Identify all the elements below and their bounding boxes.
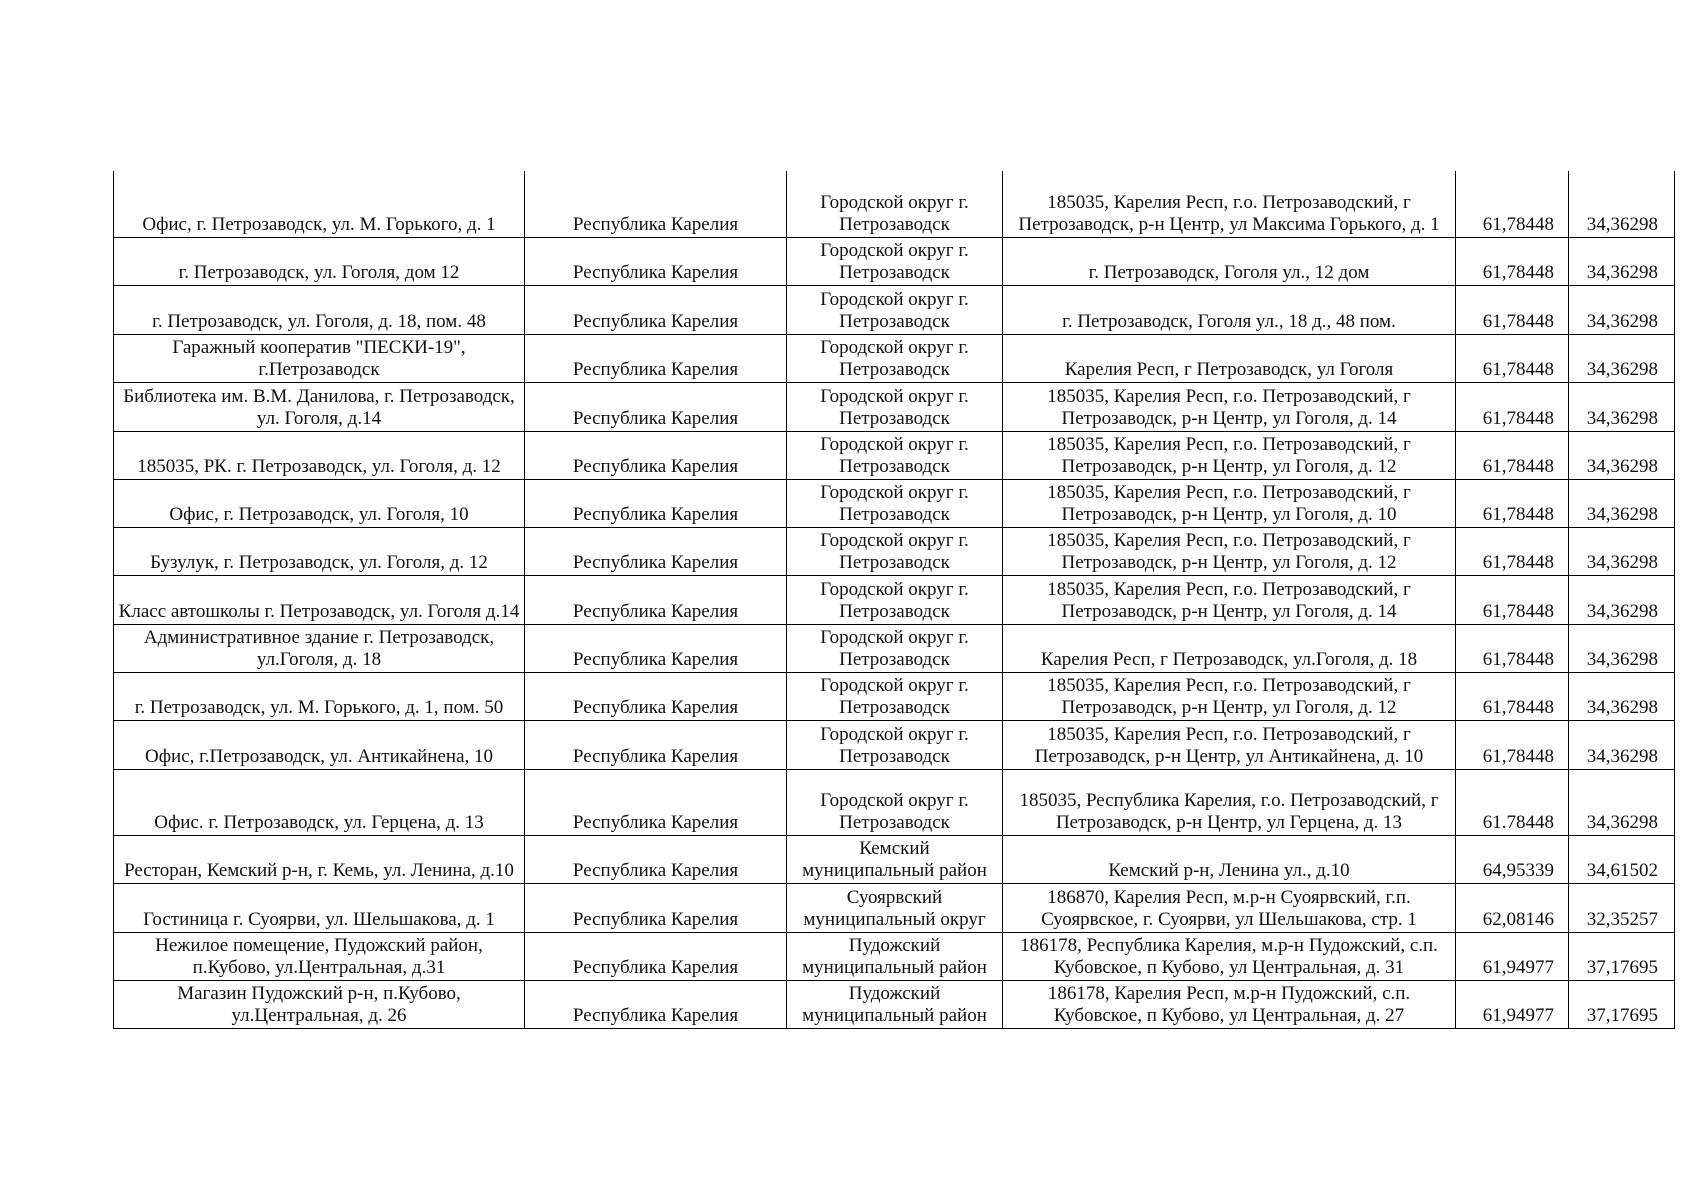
cell-longitude: 34,36298 [1569,334,1675,382]
cell-latitude: 61,78448 [1456,527,1569,575]
cell-name: г. Петрозаводск, ул. Гоголя, дом 12 [114,237,525,285]
cell-name: Бузулук, г. Петрозаводск, ул. Гоголя, д. 12 [114,527,525,575]
cell-latitude: 61,78448 [1456,575,1569,624]
cell-latitude: 64,95339 [1456,835,1569,883]
cell-latitude: 61,78448 [1456,672,1569,720]
cell-longitude: 34,36298 [1569,431,1675,479]
cell-municipality: Пудожский муниципальный район [787,980,1003,1028]
table-row [114,720,1675,769]
cell-latitude: 61,78448 [1456,720,1569,769]
cell-address: Карелия Респ, г Петрозаводск, ул.Гоголя, д. 18 [1003,624,1456,672]
cell-address: 185035, Карелия Респ, г.о. Петрозаводский, г Петрозаводск, р-н Центр, ул Гоголя, д. 12 [1003,527,1456,575]
cell-latitude: 61,94977 [1456,932,1569,980]
cell-longitude: 34,36298 [1569,237,1675,285]
table-row [114,527,1675,575]
cell-region: Республика Карелия [525,932,787,980]
cell-address: 186870, Карелия Респ, м.р-н Суоярвский, г.п. Суоярвское, г. Суоярви, ул Шельшакова, стр. 1 [1003,883,1456,932]
cell-latitude: 61,78448 [1456,479,1569,527]
cell-region: Республика Карелия [525,720,787,769]
table-row [114,334,1675,382]
cell-address: г. Петрозаводск, Гоголя ул., 12 дом [1003,237,1456,285]
table-row [114,479,1675,527]
cell-address: 185035, Карелия Респ, г.о. Петрозаводский, г Петрозаводск, р-н Центр, ул Гоголя, д. 10 [1003,479,1456,527]
cell-municipality: Пудожский муниципальный район [787,932,1003,980]
cell-name: г. Петрозаводск, ул. Гоголя, д. 18, пом. 48 [114,285,525,334]
cell-longitude: 34,36298 [1569,527,1675,575]
cell-name: Офис, г.Петрозаводск, ул. Антикайнена, 10 [114,720,525,769]
cell-region: Республика Карелия [525,237,787,285]
table-row [114,932,1675,980]
cell-municipality: Городской округ г. Петрозаводск [787,720,1003,769]
cell-name: 185035, РК. г. Петрозаводск, ул. Гоголя, д. 12 [114,431,525,479]
cell-name: Нежилое помещение, Пудожский район, п.Кубово, ул.Центральная, д.31 [114,932,525,980]
cell-name: Административное здание г. Петрозаводск, ул.Гоголя, д. 18 [114,624,525,672]
cell-region: Республика Карелия [525,171,787,237]
table-row [114,883,1675,932]
cell-municipality: Кемский муниципальный район [787,835,1003,883]
cell-name: Офис, г. Петрозаводск, ул. Гоголя, 10 [114,479,525,527]
cell-name: Библиотека им. В.М. Данилова, г. Петрозаводск, ул. Гоголя, д.14 [114,382,525,431]
cell-region: Республика Карелия [525,431,787,479]
cell-municipality: Городской округ г. Петрозаводск [787,672,1003,720]
cell-name: г. Петрозаводск, ул. М. Горького, д. 1, пом. 50 [114,672,525,720]
cell-longitude: 37,17695 [1569,932,1675,980]
cell-name: Магазин Пудожский р-н, п.Кубово, ул.Центральная, д. 26 [114,980,525,1028]
cell-region: Республика Карелия [525,883,787,932]
cell-name: Ресторан, Кемский р-н, г. Кемь, ул. Ленина, д.10 [114,835,525,883]
cell-address: 185035, Карелия Респ, г.о. Петрозаводский, г Петрозаводск, р-н Центр, ул Максима Горького, д. 1 [1003,171,1456,237]
cell-latitude: 61,78448 [1456,382,1569,431]
cell-latitude: 61,78448 [1456,237,1569,285]
cell-address: Кемский р-н, Ленина ул., д.10 [1003,835,1456,883]
cell-longitude: 34,36298 [1569,171,1675,237]
cell-region: Республика Карелия [525,479,787,527]
cell-municipality: Городской округ г. Петрозаводск [787,431,1003,479]
cell-address: 185035, Республика Карелия, г.о. Петрозаводский, г Петрозаводск, р-н Центр, ул Герцена, д. 13 [1003,769,1456,835]
cell-longitude: 34,36298 [1569,672,1675,720]
cell-municipality: Городской округ г. Петрозаводск [787,527,1003,575]
cell-latitude: 61,78448 [1456,334,1569,382]
table-row [114,835,1675,883]
cell-longitude: 32,35257 [1569,883,1675,932]
table-row [114,672,1675,720]
table-row [114,624,1675,672]
cell-municipality: Городской округ г. Петрозаводск [787,479,1003,527]
cell-name: Гаражный кооператив "ПЕСКИ-19", г.Петрозаводск [114,334,525,382]
cell-region: Республика Карелия [525,980,787,1028]
cell-region: Республика Карелия [525,624,787,672]
table-row [114,171,1675,237]
table-row [114,237,1675,285]
cell-name: Класс автошколы г. Петрозаводск, ул. Гоголя д.14 [114,575,525,624]
cell-municipality: Городской округ г. Петрозаводск [787,237,1003,285]
cell-region: Республика Карелия [525,527,787,575]
cell-region: Республика Карелия [525,769,787,835]
cell-longitude: 37,17695 [1569,980,1675,1028]
cell-region: Республика Карелия [525,334,787,382]
cell-address: 185035, Карелия Респ, г.о. Петрозаводский, г Петрозаводск, р-н Центр, ул Гоголя, д. 14 [1003,575,1456,624]
table-row [114,980,1675,1028]
cell-longitude: 34,36298 [1569,624,1675,672]
cell-address: г. Петрозаводск, Гоголя ул., 18 д., 48 пом. [1003,285,1456,334]
cell-longitude: 34,36298 [1569,575,1675,624]
cell-region: Республика Карелия [525,672,787,720]
cell-latitude: 61,78448 [1456,171,1569,237]
cell-address: 185035, Карелия Респ, г.о. Петрозаводский, г Петрозаводск, р-н Центр, ул Гоголя, д. 12 [1003,431,1456,479]
cell-region: Республика Карелия [525,575,787,624]
cell-name: Офис, г. Петрозаводск, ул. М. Горького, д. 1 [114,171,525,237]
cell-latitude: 61,78448 [1456,431,1569,479]
cell-municipality: Городской округ г. Петрозаводск [787,575,1003,624]
table-row [114,431,1675,479]
cell-latitude: 61,78448 [1456,624,1569,672]
cell-address: 185035, Карелия Респ, г.о. Петрозаводский, г Петрозаводск, р-н Центр, ул Гоголя, д. 12 [1003,672,1456,720]
data-table [113,171,1675,1029]
cell-address: 185035, Карелия Респ, г.о. Петрозаводский, г Петрозаводск, р-н Центр, ул Гоголя, д. 14 [1003,382,1456,431]
cell-region: Республика Карелия [525,285,787,334]
cell-municipality: Городской округ г. Петрозаводск [787,769,1003,835]
cell-latitude: 61,94977 [1456,980,1569,1028]
cell-longitude: 34,36298 [1569,769,1675,835]
cell-latitude: 61,78448 [1456,285,1569,334]
cell-address: 186178, Карелия Респ, м.р-н Пудожский, с.п. Кубовское, п Кубово, ул Центральная, д. 27 [1003,980,1456,1028]
cell-name: Гостиница г. Суоярви, ул. Шельшакова, д. 1 [114,883,525,932]
table-row [114,382,1675,431]
cell-longitude: 34,36298 [1569,720,1675,769]
cell-municipality: Городской округ г. Петрозаводск [787,171,1003,237]
cell-longitude: 34,36298 [1569,382,1675,431]
cell-municipality: Городской округ г. Петрозаводск [787,334,1003,382]
table-body [114,171,1675,1028]
cell-latitude: 61.78448 [1456,769,1569,835]
cell-address: 185035, Карелия Респ, г.о. Петрозаводский, г Петрозаводск, р-н Центр, ул Антикайнена, д. 10 [1003,720,1456,769]
cell-address: 186178, Республика Карелия, м.р-н Пудожский, с.п. Кубовское, п Кубово, ул Центральная, д. 31 [1003,932,1456,980]
cell-region: Республика Карелия [525,835,787,883]
cell-longitude: 34,61502 [1569,835,1675,883]
table-row [114,285,1675,334]
cell-name: Офис. г. Петрозаводск, ул. Герцена, д. 13 [114,769,525,835]
cell-municipality: Городской округ г. Петрозаводск [787,285,1003,334]
table-row [114,575,1675,624]
cell-municipality: Городской округ г. Петрозаводск [787,624,1003,672]
cell-longitude: 34,36298 [1569,479,1675,527]
cell-latitude: 62,08146 [1456,883,1569,932]
cell-longitude: 34,36298 [1569,285,1675,334]
cell-municipality: Суоярвский муниципальный округ [787,883,1003,932]
table-row [114,769,1675,835]
cell-municipality: Городской округ г. Петрозаводск [787,382,1003,431]
cell-region: Республика Карелия [525,382,787,431]
cell-address: Карелия Респ, г Петрозаводск, ул Гоголя [1003,334,1456,382]
